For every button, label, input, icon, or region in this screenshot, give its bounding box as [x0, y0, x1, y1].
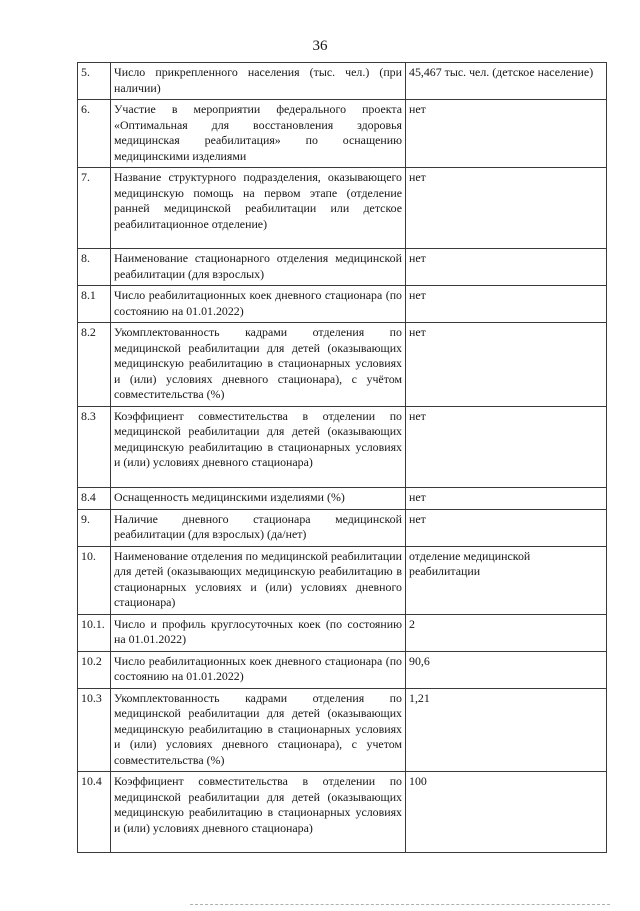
- row-number: 8.1: [78, 286, 111, 323]
- row-number: 10.2: [78, 651, 111, 688]
- row-indicator: Число и профиль круглосуточных коек (по состоянию на 01.01.2022): [111, 614, 406, 651]
- row-number: 8.4: [78, 487, 111, 509]
- row-indicator: Наименование стационарного отделения медицинской реабилитации (для взрослых): [111, 249, 406, 286]
- row-number: 6.: [78, 100, 111, 168]
- table-row: [78, 100, 607, 168]
- table-row: [78, 323, 607, 407]
- row-value: нет: [406, 249, 607, 286]
- table-row: [78, 406, 607, 487]
- table-row: [78, 651, 607, 688]
- row-number: 10.: [78, 546, 111, 614]
- document-table: [77, 62, 607, 853]
- row-indicator: Наименование отделения по медицинской реабилитации для детей (оказывающих медицинскую реабилитацию в стационарных условиях и (или) условиях дневного стационара): [111, 546, 406, 614]
- row-number: 7.: [78, 168, 111, 249]
- row-indicator: Коэффициент совместительства в отделении по медицинской реабилитации для детей (оказывающих медицинскую реабилитацию в стационарных условиях и (или) условиях дневного стационара): [111, 772, 406, 853]
- row-value: нет: [406, 100, 607, 168]
- row-value: нет: [406, 323, 607, 407]
- row-number: 8.2: [78, 323, 111, 407]
- row-value: 90,6: [406, 651, 607, 688]
- row-value: 1,21: [406, 688, 607, 772]
- row-indicator: Число прикрепленного населения (тыс. чел.) (при наличии): [111, 63, 406, 100]
- table-row: [78, 286, 607, 323]
- row-value: 45,467 тыс. чел. (детское население): [406, 63, 607, 100]
- row-indicator: Число реабилитационных коек дневного стационара (по состоянию на 01.01.2022): [111, 651, 406, 688]
- row-number: 8.: [78, 249, 111, 286]
- page-number: 36: [312, 38, 328, 54]
- table-row: [78, 487, 607, 509]
- row-number: 10.4: [78, 772, 111, 853]
- row-value: 100: [406, 772, 607, 853]
- table-row: [78, 63, 607, 100]
- row-value: нет: [406, 406, 607, 487]
- row-number: 9.: [78, 509, 111, 546]
- row-indicator: Число реабилитационных коек дневного стационара (по состоянию на 01.01.2022): [111, 286, 406, 323]
- table-row: [78, 168, 607, 249]
- row-indicator: Оснащенность медицинскими изделиями (%): [111, 487, 406, 509]
- row-value: 2: [406, 614, 607, 651]
- row-number: 10.3: [78, 688, 111, 772]
- table-row: [78, 772, 607, 853]
- table-row: [78, 688, 607, 772]
- row-indicator: Коэффициент совместительства в отделении по медицинской реабилитации для детей (оказывающих медицинскую реабилитацию в стационарных условиях и (или) условиях дневного стационара): [111, 406, 406, 487]
- row-number: 10.1.: [78, 614, 111, 651]
- row-indicator: Укомплектованность кадрами отделения по медицинской реабилитации для детей (оказывающих медицинскую реабилитацию в стационарных условиях и (или) условиях дневного стационара), с учётом совместительства (%): [111, 323, 406, 407]
- row-value: нет: [406, 509, 607, 546]
- row-number: 8.3: [78, 406, 111, 487]
- row-number: 5.: [78, 63, 111, 100]
- row-indicator: Название структурного подразделения, оказывающего медицинскую помощь на первом этапе (отделение ранней медицинской реабилитации или детское реабилитационное отделение): [111, 168, 406, 249]
- table-row: [78, 249, 607, 286]
- row-value: нет: [406, 487, 607, 509]
- table-row: [78, 546, 607, 614]
- scan-edge-mark: [190, 904, 610, 908]
- row-value: нет: [406, 168, 607, 249]
- table-row: [78, 614, 607, 651]
- row-indicator: Участие в мероприятии федерального проекта «Оптимальная для восстановления здоровья медицинская реабилитация» по оснащению медицинскими изделиями: [111, 100, 406, 168]
- table-row: [78, 509, 607, 546]
- row-indicator: Укомплектованность кадрами отделения по медицинской реабилитации для детей (оказывающих медицинскую реабилитацию в стационарных условиях и (или) условиях дневного стационара), с учетом совместительства (%): [111, 688, 406, 772]
- row-indicator: Наличие дневного стационара медицинской реабилитации (для взрослых) (да/нет): [111, 509, 406, 546]
- row-value: отделение медицинской реабилитации: [406, 546, 607, 614]
- row-value: нет: [406, 286, 607, 323]
